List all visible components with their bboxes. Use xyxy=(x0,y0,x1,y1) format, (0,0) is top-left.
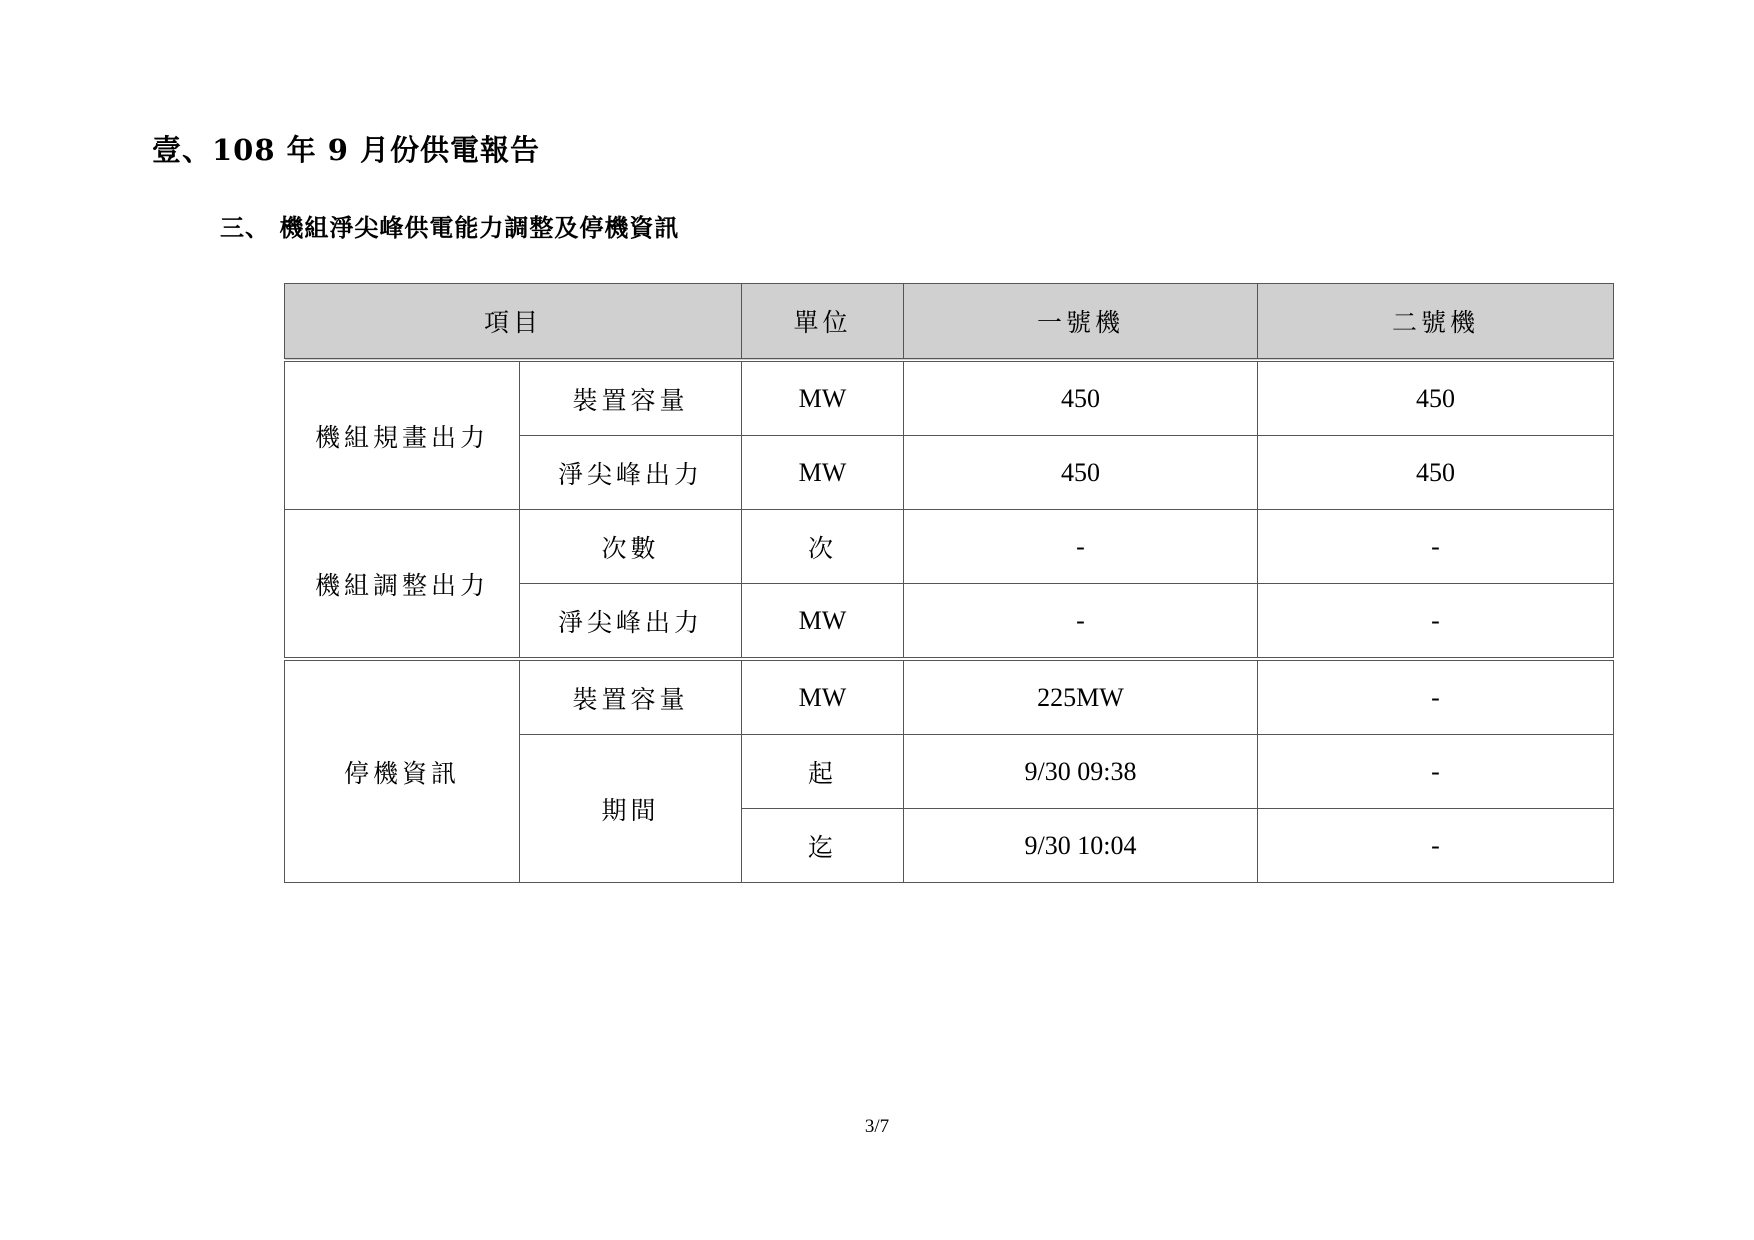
row-unit: MW xyxy=(742,659,904,735)
table-row xyxy=(285,360,1614,436)
row-unit1-value: 450 xyxy=(904,436,1258,510)
header-item: 項目 xyxy=(285,284,742,361)
row-item-label: 次數 xyxy=(520,510,742,584)
table-row xyxy=(285,659,1614,735)
section-title: 三、 機組淨尖峰供電能力調整及停機資訊 xyxy=(220,213,680,242)
row-item-label: 裝置容量 xyxy=(520,659,742,735)
period-start-unit2: - xyxy=(1258,735,1614,809)
table-header-row xyxy=(285,284,1614,361)
table-row xyxy=(285,510,1614,584)
period-label: 期間 xyxy=(520,735,742,883)
period-end-unit1: 9/30 10:04 xyxy=(904,809,1258,883)
row-unit1-value: 450 xyxy=(904,360,1258,436)
header-unit: 單位 xyxy=(742,284,904,361)
header-unit2: 二號機 xyxy=(1258,284,1614,361)
row-unit2-value: 450 xyxy=(1258,436,1614,510)
page-number: 3/7 xyxy=(864,1116,890,1137)
row-unit2-value: - xyxy=(1258,584,1614,660)
period-start-label: 起 xyxy=(742,735,904,809)
document-title: 壹、108 年 9 月份供電報告 xyxy=(152,133,541,167)
group-outage-label: 停機資訊 xyxy=(285,659,520,883)
row-unit: MW xyxy=(742,436,904,510)
row-unit2-value: 450 xyxy=(1258,360,1614,436)
row-unit: MW xyxy=(742,584,904,660)
group-planned-label: 機組規畫出力 xyxy=(285,360,520,510)
row-unit1-value: 225MW xyxy=(904,659,1258,735)
row-unit1-value: - xyxy=(904,584,1258,660)
row-item-label: 淨尖峰出力 xyxy=(520,584,742,660)
period-end-label: 迄 xyxy=(742,809,904,883)
row-unit2-value: - xyxy=(1258,510,1614,584)
period-start-unit1: 9/30 09:38 xyxy=(904,735,1258,809)
header-unit1: 一號機 xyxy=(904,284,1258,361)
row-unit1-value: - xyxy=(904,510,1258,584)
row-unit: MW xyxy=(742,360,904,436)
group-adjusted-label: 機組調整出力 xyxy=(285,510,520,660)
row-unit: 次 xyxy=(742,510,904,584)
row-item-label: 淨尖峰出力 xyxy=(520,436,742,510)
row-unit2-value: - xyxy=(1258,659,1614,735)
row-item-label: 裝置容量 xyxy=(520,360,742,436)
unit-capacity-table xyxy=(284,283,1614,883)
period-end-unit2: - xyxy=(1258,809,1614,883)
